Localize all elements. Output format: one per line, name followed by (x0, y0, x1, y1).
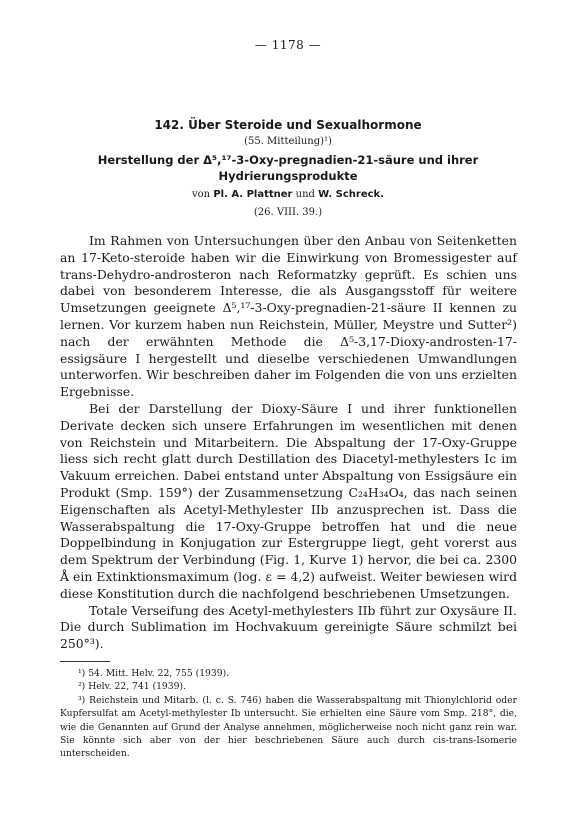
footnotes (60, 667, 517, 761)
subtitle-line-1: Herstellung der Δ⁵,¹⁷-3-Oxy-pregnadien-21-säure und ihrer (97, 153, 479, 167)
body-paragraph-2: Bei der Darstellung der Dioxy-Säure I und ihrer funktionellen Derivate decken sich unsere Erfahrungen im wesentlichen mit denen von Reichstein und Mitarbeitern. Die Abspaltung der 17-Oxy-Gruppe liess sich recht glatt durch Destillation des Diacetyl-methylesters Ic im Vakuum erreichen. Dabei entstand unter Abspaltung von Essigsäure ein Produkt (Smp. 159°) der Zusammensetzung C₂₄H₃₄O₄, das nach seinen Eigenschaften als Acetyl-Methylester IIb anzusprechen ist. Dass die Wasserabspaltung die 17-Oxy-Gruppe betroffen hat und die neue Doppelbindung in Konjugation zur Estergruppe liegt, geht vorerst aus dem Spektrum der Verbindung (Fig. 1, Kurve 1) hervor, die bei ca. 2300 Å ein Extinktionsmaximum (log. ε = 4,2) aufweist. Weiter bewiesen wird diese Konstitution durch die nachfolgend beschriebenen Umsetzungen. (60, 400, 517, 601)
received-date: (26. VIII. 39.) (253, 207, 323, 218)
article-body (60, 233, 517, 653)
footnote-2: ²) Helv. 22, 741 (1939). (78, 681, 186, 693)
author-line (60, 186, 516, 204)
subtitle-line-2: Hydrierungsprodukte (218, 169, 358, 183)
article-header (60, 117, 516, 222)
body-paragraph-1: Im Rahmen von Untersuchungen über den Anbau von Seitenketten an 17-Keto-steroide haben wir die Einwirkung von Bromessigester auf trans-Dehydro-androsteron nach Reformatzky geprüft. Es schien uns dabei von besonderem Interesse, die als Ausgangsstoff für weitere Umsetzungen geeignete Δ⁵,¹⁷-3-Oxy-pregnadien-21-säure II kennen zu lernen. Vor kurzem haben nun Reichstein, Müller, Meystre und Sutter²) nach der erwähnten Methode die Δ⁵-3,17-Dioxy-androsten-17-essigsäure I hergestellt und dieselbe verschiedenen Umwandlungen unterworfen. Wir beschreiben daher im Folgenden die von uns erzielten Ergebnisse. (60, 233, 517, 400)
body-paragraph-3: Totale Verseifung des Acetyl-methylesters IIb führt zur Oxysäure II. Die durch Sublimation im Hochvakuum gereinigte Säure schmilzt bei 250°³). (60, 602, 517, 652)
footnote-1: ¹) 54. Mitt. Helv. 22, 755 (1939). (78, 668, 230, 679)
footnote-3: ³) Reichstein und Mitarb. (l. c. S. 746) haben die Wasserabspaltung mit Thionylchlorid oder Kupfersulfat am Acetyl-methylester Ib untersucht. Sie erhielten eine Säure vom Smp. 218°, die, wie die Genannten auf Grund der Analyse annehmen, möglicherweise noch nicht ganz rein war. Sie könnte sich aber von der hier beschriebenen Säure auch durch cis-trans-Isomerie unterscheiden. (60, 694, 517, 760)
authors-and: und (295, 189, 315, 200)
footnote-divider (60, 661, 110, 662)
article-subtitle (60, 152, 516, 184)
author-1: Pl. A. Plattner (213, 189, 293, 200)
author-2: W. Schreck. (318, 189, 384, 200)
communication-number: (55. Mitteilung)¹) (244, 136, 332, 147)
article-title: 142. Über Steroide und Sexualhormone (154, 118, 422, 132)
page-number: — 1178 — (254, 38, 322, 52)
authors-prefix: von (192, 189, 211, 200)
